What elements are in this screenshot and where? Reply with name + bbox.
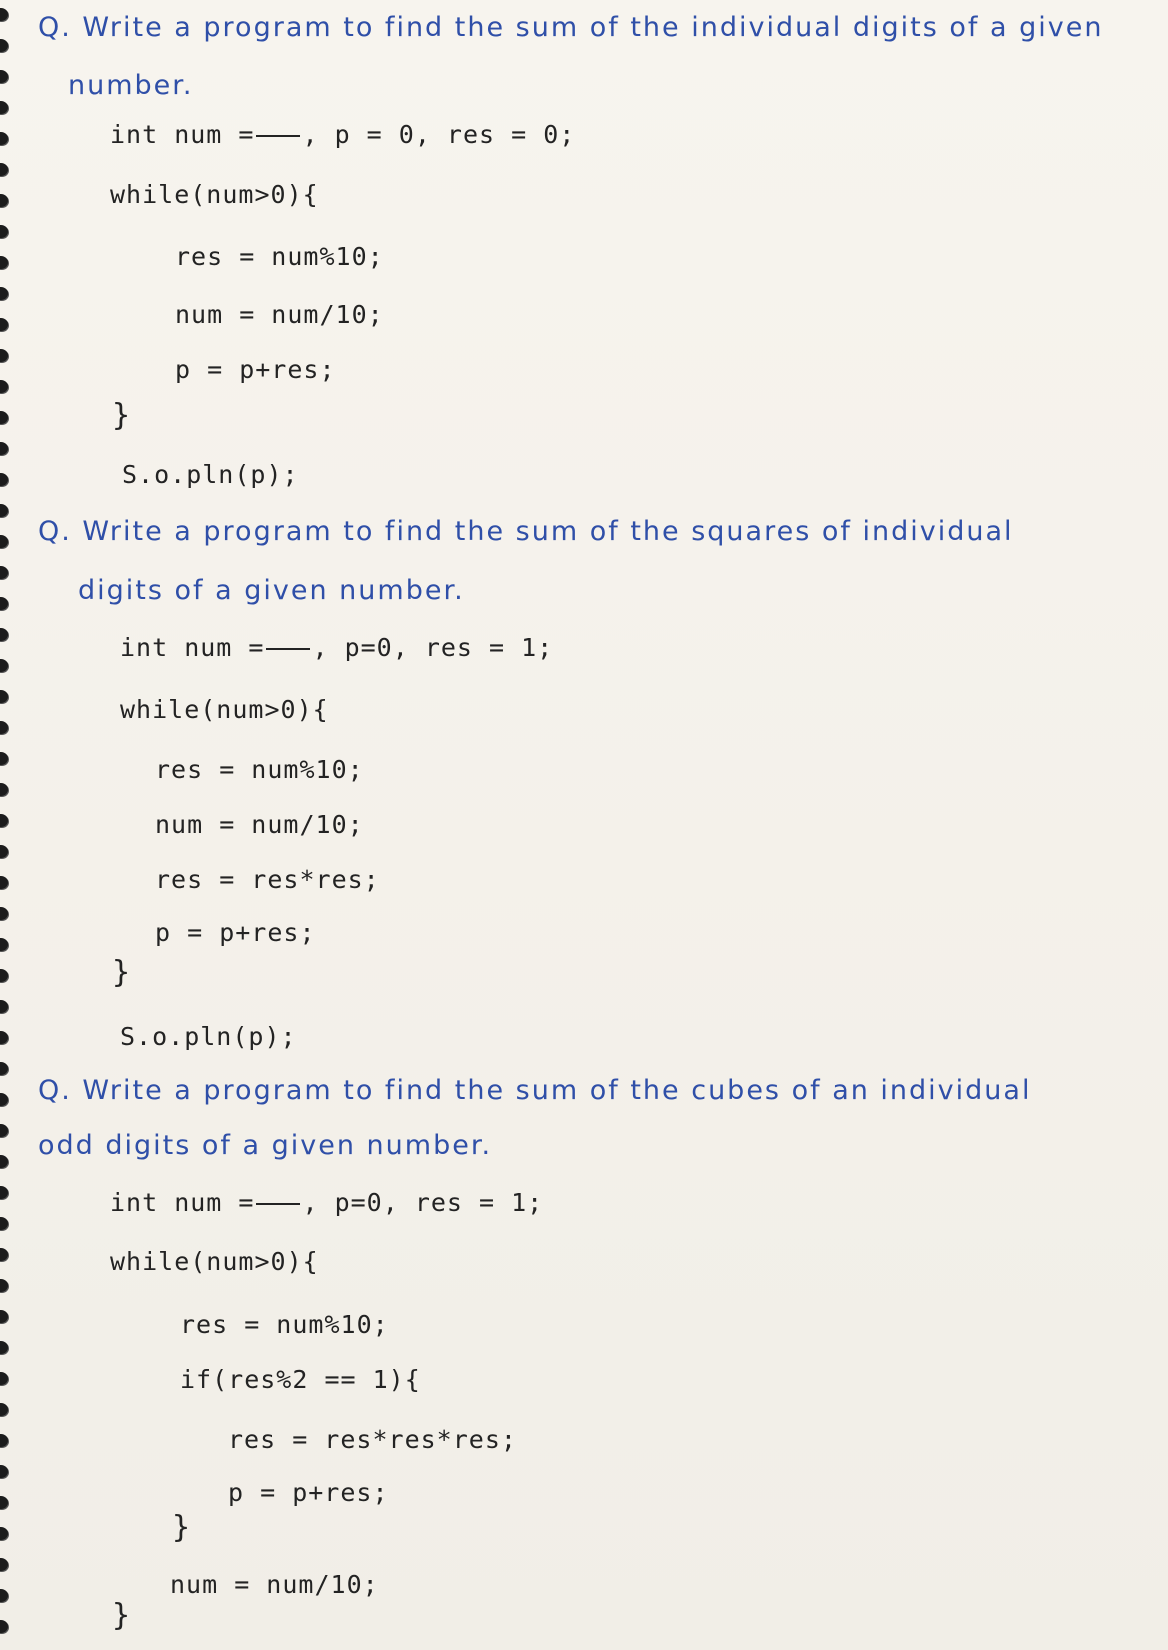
binding-hole — [0, 1248, 8, 1261]
code-3-decl-pre: int num = — [110, 1188, 255, 1217]
code-2-decl-post: , p=0, res = 1; — [312, 633, 554, 662]
binding-hole — [0, 1093, 8, 1106]
code-3-line-3: res = res*res*res; — [228, 1425, 517, 1454]
question-2-line-1: Q. Write a program to find the sum of the squares of individual — [38, 516, 1014, 547]
binding-hole — [0, 1372, 8, 1385]
blank-underline — [266, 648, 310, 650]
binding-hole — [0, 1620, 8, 1633]
binding-hole — [0, 1527, 8, 1540]
code-1-line-3: p = p+res; — [175, 355, 336, 384]
code-1-decl-post: , p = 0, res = 0; — [302, 120, 576, 149]
question-3-line-1: Q. Write a program to find the sum of the cubes of an individual — [38, 1075, 1032, 1106]
binding-hole — [0, 1124, 8, 1137]
binding-hole — [0, 1496, 8, 1509]
code-2-while: while(num>0){ — [120, 695, 329, 724]
binding-hole — [0, 39, 8, 52]
binding-hole — [0, 8, 8, 21]
code-3-while: while(num>0){ — [110, 1247, 319, 1276]
binding-hole — [0, 194, 8, 207]
code-3-close-brace: } — [112, 1598, 132, 1633]
code-2-close-brace: } — [112, 955, 132, 990]
blank-underline — [256, 135, 300, 137]
binding-hole — [0, 1217, 8, 1230]
binding-hole — [0, 659, 8, 672]
code-1-line-1: res = num%10; — [175, 242, 384, 271]
binding-hole — [0, 1279, 8, 1292]
question-3-line-2: odd digits of a given number. — [38, 1130, 493, 1161]
binding-hole — [0, 411, 8, 424]
code-3-line-5: num = num/10; — [170, 1570, 379, 1599]
code-2-line-2: num = num/10; — [155, 810, 364, 839]
code-2-declaration — [120, 633, 553, 662]
binding-hole — [0, 783, 8, 796]
binding-hole — [0, 504, 8, 517]
binding-hole — [0, 1558, 8, 1571]
binding-hole — [0, 1403, 8, 1416]
binding-hole — [0, 938, 8, 951]
binding-hole — [0, 1031, 8, 1044]
code-2-line-1: res = num%10; — [155, 755, 364, 784]
binding-hole — [0, 845, 8, 858]
binding-hole — [0, 876, 8, 889]
code-2-line-3: res = res*res; — [155, 865, 380, 894]
code-3-inner-close-brace: } — [172, 1510, 192, 1545]
binding-hole — [0, 814, 8, 827]
binding-hole — [0, 380, 8, 393]
binding-hole — [0, 442, 8, 455]
code-1-decl-pre: int num = — [110, 120, 255, 149]
binding-hole — [0, 70, 8, 83]
binding-hole — [0, 752, 8, 765]
code-2-decl-pre: int num = — [120, 633, 265, 662]
question-2-line-2: digits of a given number. — [78, 575, 465, 606]
code-1-print: S.o.pln(p); — [122, 460, 299, 489]
code-3-decl-post: , p=0, res = 1; — [302, 1188, 544, 1217]
spiral-binding — [0, 0, 16, 1650]
binding-hole — [0, 101, 8, 114]
binding-hole — [0, 969, 8, 982]
binding-hole — [0, 473, 8, 486]
binding-hole — [0, 721, 8, 734]
binding-hole — [0, 566, 8, 579]
code-3-line-4: p = p+res; — [228, 1478, 389, 1507]
binding-hole — [0, 318, 8, 331]
binding-hole — [0, 349, 8, 362]
question-1-line-1: Q. Write a program to find the sum of the individual digits of a given — [38, 12, 1104, 43]
binding-hole — [0, 225, 8, 238]
binding-hole — [0, 1341, 8, 1354]
binding-hole — [0, 535, 8, 548]
binding-hole — [0, 628, 8, 641]
binding-hole — [0, 1434, 8, 1447]
binding-hole — [0, 1000, 8, 1013]
code-1-line-2: num = num/10; — [175, 300, 384, 329]
code-2-line-4: p = p+res; — [155, 918, 316, 947]
blank-underline — [256, 1203, 300, 1205]
code-1-close-brace: } — [112, 398, 132, 433]
code-2-print: S.o.pln(p); — [120, 1022, 297, 1051]
binding-hole — [0, 1155, 8, 1168]
code-1-while: while(num>0){ — [110, 180, 319, 209]
question-1-line-2: number. — [68, 70, 194, 101]
binding-hole — [0, 132, 8, 145]
code-3-declaration — [110, 1188, 543, 1217]
binding-hole — [0, 287, 8, 300]
binding-hole — [0, 1186, 8, 1199]
binding-hole — [0, 1062, 8, 1075]
binding-hole — [0, 690, 8, 703]
binding-hole — [0, 256, 8, 269]
binding-hole — [0, 907, 8, 920]
code-3-line-1: res = num%10; — [180, 1310, 389, 1339]
binding-hole — [0, 597, 8, 610]
code-1-declaration — [110, 120, 575, 149]
binding-hole — [0, 1310, 8, 1323]
binding-hole — [0, 163, 8, 176]
binding-hole — [0, 1589, 8, 1602]
code-3-line-2: if(res%2 == 1){ — [180, 1365, 421, 1394]
binding-hole — [0, 1465, 8, 1478]
